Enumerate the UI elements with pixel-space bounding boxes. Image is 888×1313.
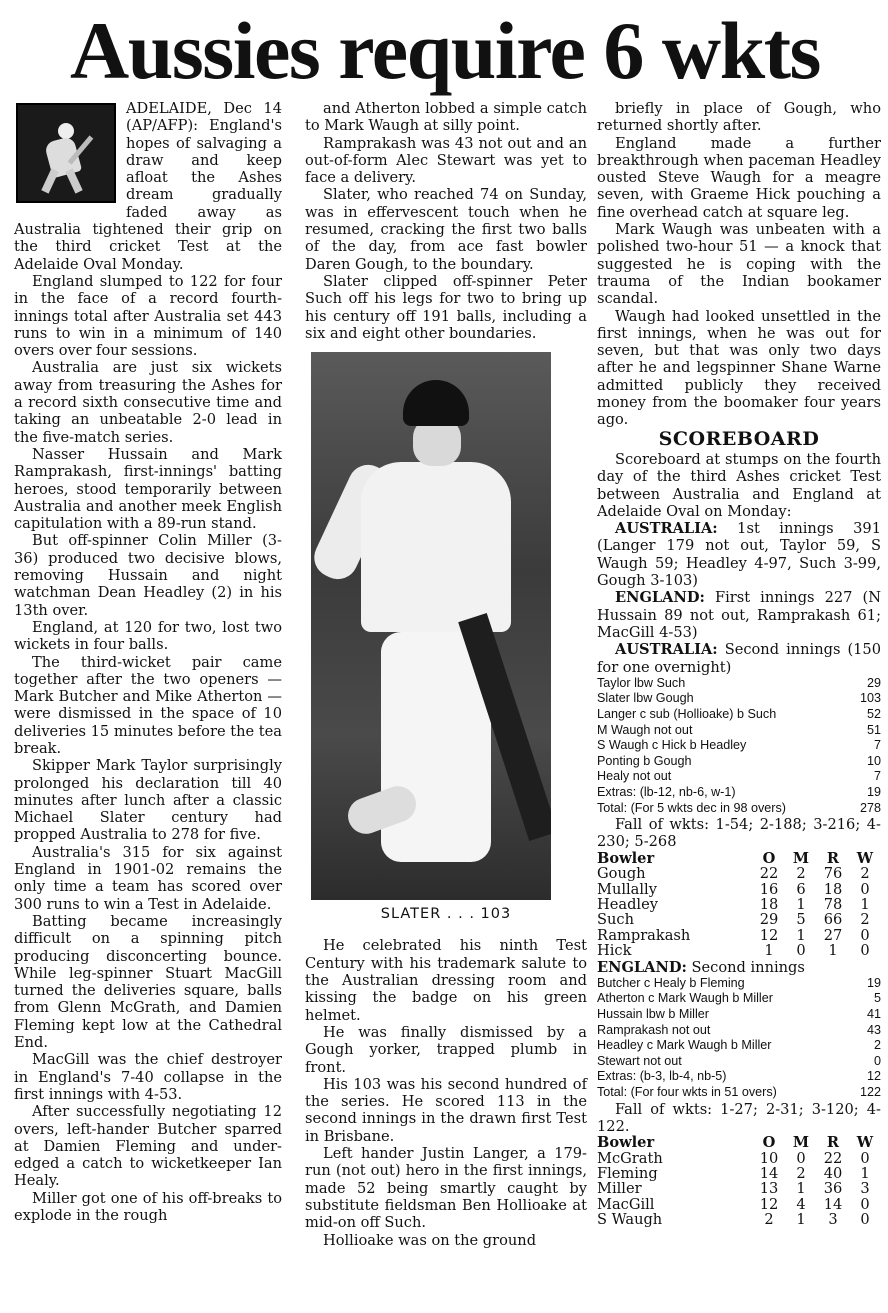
article-lead: ADELAIDE, Dec 14 (AP/AFP): England's hopes of salvaging a draw and keep afloat the Ashes dream gradually faded away as Australia tightened their grip on the third cricket Test at the Adelaide Oval Monday. [14,100,282,273]
batting-row [597,754,881,770]
article-paragraph: and Atherton lobbed a simple catch to Mark Waugh at silly point. [305,100,587,135]
england-bowling-table [597,851,881,959]
bowling-figure: 16 [759,880,779,898]
aus-second-innings-heading: AUSTRALIA: Second innings (150 for one overnight) [597,641,881,676]
scoreboard-intro: Scoreboard at stumps on the fourth day of the third Ashes cricket Test between Australia and England at Adelaide Oval on Monday: [597,450,881,520]
aus-second-innings-batting [597,676,881,816]
article-paragraph: England, at 120 for two, lost two wickets in four balls. [14,618,282,654]
batsman-runs: 10 [866,753,881,768]
batting-row [597,707,881,723]
article-paragraph: England made a further breakthrough when paceman Headley ousted Steve Waugh for a meagre seven, with Graeme Hick pouching a fine overhead catch at square leg. [597,134,881,221]
bowling-row [597,1151,881,1166]
bowling-column-header: O [762,849,776,867]
article-paragraph: Skipper Mark Taylor surprisingly prolonged his declaration till 40 minutes after lunch after a classic Michael Slater century had propped Australia to 278 for five. [14,757,282,844]
batsman-dismissal: Langer c sub (Hollioake) b Such [597,706,777,721]
australia-bowling-table [597,1135,881,1227]
article-paragraph: Batting became increasingly difficult on a spinning pitch producing disconcerting bounce. While leg-spinner Stuart MacGill turned the deliveries square, balls from Glenn McGrath, and Damien Fleming kept low at the Cathedral End. [14,912,282,1052]
batsman-dismissal: Healy not out [597,769,672,784]
batsman-dismissal: Total: (For four wkts in 51 overs) [597,1085,777,1100]
bowling-figure: 0 [860,926,870,944]
batsman-dismissal: Stewart not out [597,1053,682,1068]
article-paragraph: After successfully negotiating 12 overs, left-hander Butcher sparred at Damien Fleming and under-edged a catch to wicketkeeper Ian Healy. [14,1103,282,1190]
batsman-dismissal: Butcher c Healy b Fleming [597,975,745,990]
bowler-name: Ramprakash [597,926,691,944]
bowling-figure: 3 [828,1211,838,1229]
bowling-figure: 36 [823,1180,843,1198]
scoreboard-title: SCOREBOARD [658,427,820,450]
batsman-dismissal: Taylor lbw Such [597,675,686,690]
batsman-runs: 122 [859,1085,881,1100]
bowling-figure: 3 [860,1180,870,1198]
bowling-row [597,1181,881,1196]
batsman-runs: 19 [866,784,881,799]
batsman-dismissal: Atherton c Mark Waugh b Miller [597,991,773,1006]
article-paragraph: England slumped to 122 for four in the face of a record fourth-innings total after Australia set 443 runs to win in a minimum of 140 overs over four sessions. [14,272,282,360]
bowler-name: Miller [597,1180,642,1198]
slater-photo [311,352,551,900]
bowling-figure: 1 [796,895,806,913]
bowling-column-header: R [826,1134,840,1152]
bowler-name: MacGill [597,1195,655,1213]
batting-row [597,1054,881,1070]
bowling-figure: 5 [796,911,806,929]
batsman-runs: 12 [866,1069,881,1084]
bowling-figure: 1 [796,926,806,944]
bowling-figure: 2 [764,1211,774,1229]
article-paragraph: He celebrated his ninth Test Century with his trademark salute to the Australian dressing room and kissing the badge on his green helmet. [305,937,587,1024]
bowling-figure: 1 [860,1165,870,1183]
bowler-name: Fleming [597,1165,658,1183]
bowling-figure: 27 [823,926,843,944]
bowling-row [597,943,881,958]
bowling-figure: 0 [796,942,806,960]
batsman-dismissal: Headley c Mark Waugh b Miller [597,1038,772,1053]
batsman-runs: 5 [873,991,881,1006]
bowling-figure: 14 [823,1195,843,1213]
batsman-runs: 52 [866,706,881,721]
article-column-2 [305,100,587,1249]
bowling-figure: 22 [823,1149,843,1167]
cricketer-thumbnail-photo [16,103,116,203]
batsman-runs: 51 [866,722,881,737]
bowling-figure: 22 [759,865,779,883]
aus-fall-of-wickets: Fall of wkts: 1-54; 2-188; 3-216; 4-230; 5-268 [597,816,881,851]
article-paragraph: Ramprakash was 43 not out and an out-of-form Alec Stewart was yet to face a delivery. [305,134,587,187]
bowling-figure: 12 [759,926,779,944]
bowling-figure: 78 [823,895,843,913]
bowling-figure: 1 [860,895,870,913]
article-paragraph: Australia are just six wickets away from treasuring the Ashes for a record sixth consecutive time and taking an unbeatable 2-0 lead in the five-match series. [14,359,282,446]
article-paragraph: Slater, who reached 74 on Sunday, was in effervescent touch when he resumed, cracking the first two balls of the day, from ace fast bowler Daren Gough, to the boundary. [305,186,587,273]
batsman-dismissal: Hussain lbw b Miller [597,1007,709,1022]
article-column-3 [597,100,881,1228]
batting-row [597,976,881,992]
bowling-column-header: M [792,1134,810,1152]
bowling-figure: 4 [796,1195,806,1213]
bowling-row [597,897,881,912]
batsman-runs: 278 [859,800,881,815]
bowling-figure: 1 [764,942,774,960]
bowling-row [597,1166,881,1181]
bowling-figure: 14 [759,1165,779,1183]
photo-caption: SLATER . . . 103 [380,906,512,923]
bowling-column-header: Bowler [597,849,655,867]
article-paragraph: His 103 was his second hundred of the series. He scored 113 in the second innings in the drawn first Test in Brisbane. [305,1075,587,1145]
batting-row [597,769,881,785]
article-paragraph: But off-spinner Colin Miller (3-36) produced two decisive blows, removing Hussain and night watchman Dean Headley (2) in his 13th over. [14,532,282,619]
batsman-runs: 7 [873,738,881,753]
article-paragraph: MacGill was the chief destroyer in England's 7-40 collapse in the first innings with 4-53. [14,1051,282,1103]
batting-row [597,785,881,801]
batting-row [597,676,881,692]
batting-row [597,1007,881,1023]
article-paragraph: Hollioake was on the ground [323,1231,537,1249]
bowler-name: Hick [597,942,632,960]
batsman-runs: 0 [873,1053,881,1068]
article-paragraph: Australia's 315 for six against England in 1901-02 remains the only time a team has scored over 300 runs to win a Test in Adelaide. [14,843,282,913]
article-paragraph: The third-wicket pair came together after the two openers — Mark Butcher and Mike Atherton — were dismissed in the space of 10 deliveries 15 minutes before the tea break. [14,653,282,757]
bowling-figure: 76 [823,865,843,883]
bowler-name: Mullally [597,880,657,898]
batting-row [597,1069,881,1085]
article-column-1 [14,100,282,1224]
bowling-figure: 18 [759,895,779,913]
bowling-figure: 10 [759,1149,779,1167]
article-paragraph: He was finally dismissed by a Gough yorker, trapped plumb in front. [305,1023,587,1076]
eng-second-innings-heading: ENGLAND: Second innings [597,958,805,976]
batsman-dismissal: Extras: (b-3, lb-4, nb-5) [597,1069,727,1084]
batting-row [597,801,881,817]
bowling-figure: 2 [860,865,870,883]
article-paragraph: Mark Waugh was unbeaten with a polished two-hour 51 — a knock that suggested he is coping with the trauma of the Indian bookamer scandal. [597,221,881,308]
article-paragraph: briefly in place of Gough, who returned shortly after. [597,100,881,135]
batting-row [597,991,881,1007]
bowling-column-header: W [856,1134,874,1152]
batsman-dismissal: Total: (For 5 wkts dec in 98 overs) [597,800,786,815]
eng-fall-of-wickets: Fall of wkts: 1-27; 2-31; 3-120; 4-122. [597,1100,881,1135]
bowling-figure: 29 [759,911,779,929]
bowling-column-header: W [856,849,874,867]
batsman-runs: 103 [859,691,881,706]
batsman-dismissal: Extras: (lb-12, nb-6, w-1) [597,784,736,799]
bowling-figure: 40 [823,1165,843,1183]
eng-second-innings-batting [597,976,881,1101]
bowling-figure: 0 [860,1149,870,1167]
batting-row [597,691,881,707]
bowling-row [597,1212,881,1227]
batsman-dismissal: Ramprakash not out [597,1022,711,1037]
bowler-name: Such [597,911,634,929]
article-paragraph: Slater clipped off-spinner Peter Such off his legs for two to bring up his century off 191 balls, including a six and eight other boundaries. [305,272,587,342]
bowling-figure: 66 [823,911,843,929]
bowler-name: Gough [597,865,646,883]
bowling-figure: 2 [796,1165,806,1183]
article-paragraph: Nasser Hussain and Mark Ramprakash, first-innings' batting heroes, stood temporarily between Australia and another meek English capitulation with a 89-run stand. [14,445,282,533]
batting-row [597,1023,881,1039]
article-paragraph: Miller got one of his off-breaks to explode in the rough [14,1189,282,1224]
bowler-name: McGrath [597,1149,663,1167]
headline: Aussies require 6 wkts [70,5,820,96]
bowler-name: S Waugh [597,1211,663,1229]
bowling-row [597,882,881,897]
batsman-runs: 29 [866,675,881,690]
batsman-dismissal: S Waugh c Hick b Headley [597,738,747,753]
bowling-figure: 2 [796,865,806,883]
bowling-figure: 6 [796,880,806,898]
batting-row [597,1038,881,1054]
bowling-column-header: O [762,1134,776,1152]
batsman-runs: 19 [866,975,881,990]
bowling-row [597,912,881,927]
article-paragraph: Left hander Justin Langer, a 179-run (not out) hero in the first innings, made 52 being smartly caught by substitute fieldsman Ben Hollioake at mid-on off Such. [305,1145,587,1232]
batsman-runs: 43 [866,1022,881,1037]
batting-row [597,723,881,739]
batsman-dismissal: M Waugh not out [597,722,693,737]
bowling-figure: 0 [860,880,870,898]
bowling-figure: 12 [759,1195,779,1213]
bowling-figure: 0 [860,1195,870,1213]
bowling-figure: 13 [759,1180,779,1198]
batsman-dismissal: Ponting b Gough [597,753,692,768]
bowling-row [597,1197,881,1212]
bowling-row [597,928,881,943]
bowling-row [597,866,881,881]
batting-row [597,738,881,754]
bowling-figure: 2 [860,911,870,929]
bowling-column-header: R [826,849,840,867]
bowling-figure: 1 [828,942,838,960]
batting-row [597,1085,881,1101]
bowling-column-header: Bowler [597,1134,655,1152]
bowling-figure: 0 [796,1149,806,1167]
eng-first-innings: ENGLAND: First innings 227 (N Hussain 89 not out, Ramprakash 61; MacGill 4-53) [597,589,881,641]
batsman-dismissal: Slater lbw Gough [597,691,694,706]
article-paragraph: Waugh had looked unsettled in the first innings, when he was out for seven, but that was only two days after he and legspinner Shane Warne admitted publicly they received money from the boomaker four years ago. [597,307,881,429]
bowling-figure: 0 [860,1211,870,1229]
bowling-column-header: M [792,849,810,867]
bowling-figure: 18 [823,880,843,898]
bowling-figure: 1 [796,1211,806,1229]
bowler-name: Headley [597,895,658,913]
aus-first-innings: AUSTRALIA: 1st innings 391 (Langer 179 not out, Taylor 59, S Waugh 59; Headley 4-97, Such 3-99, Gough 3-103) [597,520,881,590]
bowling-figure: 0 [860,942,870,960]
batsman-runs: 7 [873,769,881,784]
bowling-figure: 1 [796,1180,806,1198]
batsman-runs: 2 [873,1038,881,1053]
batsman-runs: 41 [866,1007,881,1022]
